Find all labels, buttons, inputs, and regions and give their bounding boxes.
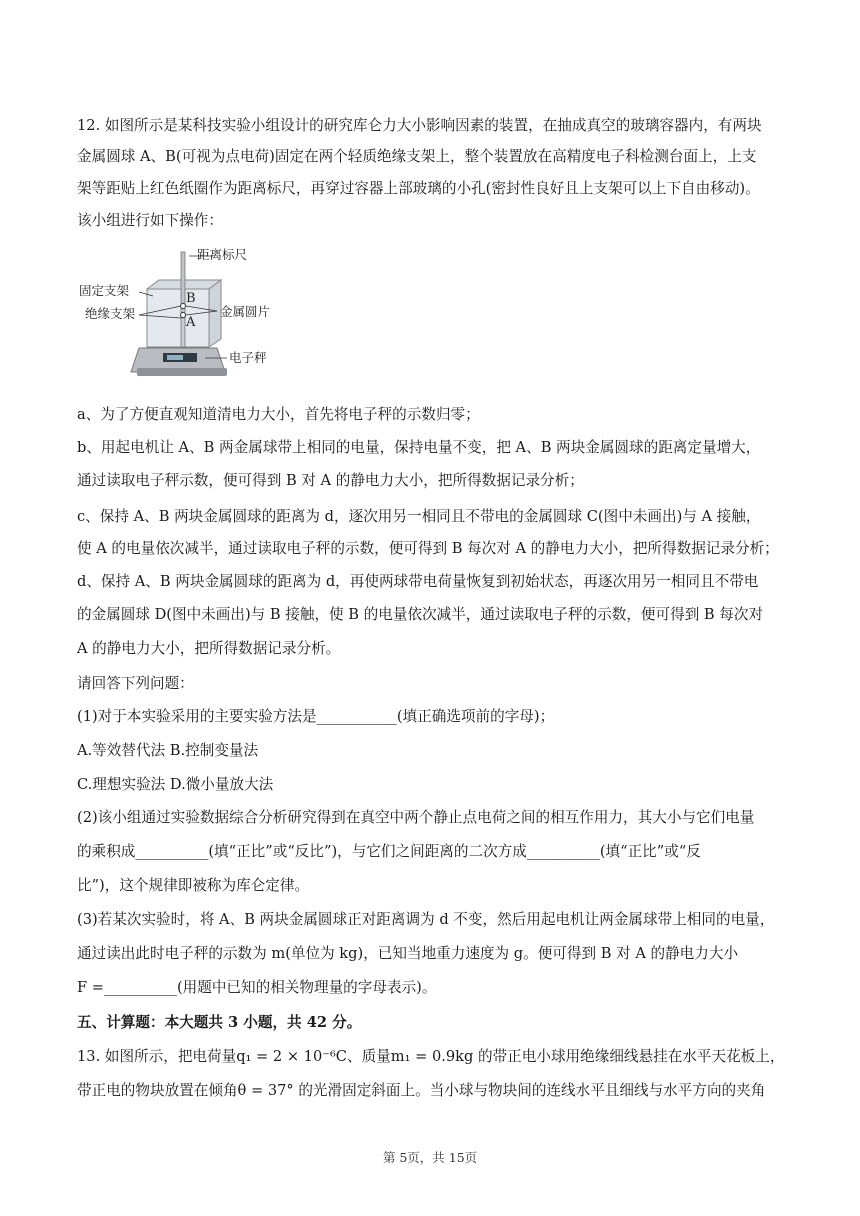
step-d-line-3: A 的静电力大小，把所得数据记录分析。	[77, 640, 341, 657]
q12-line-3: 架等距贴上红色纸圈作为距离标尺，再穿过容器上部玻璃的小孔(密封性良好且上支架可以上下自由移动)。	[77, 180, 760, 197]
section-heading: 五、计算题：本大题共 3 小题，共 42 分。	[77, 1014, 362, 1031]
sub-question-2-line-2: 的乘积成__________(填“正比”或“反比”)，与它们之间距离的二次方成__________(填“正比”或“反	[77, 843, 701, 860]
step-d-line-2: 的金属圆球 D(图中未画出)与 B 接触，使 B 的电量依次减半，通过读取电子秤的示数，便可得到 B 每次对	[77, 606, 764, 623]
sub-question-3-line-3: F =__________(用题中已知的相关物理量的字母表示)。	[77, 979, 437, 996]
sub-question-1: (1)对于本实验采用的主要实验方法是___________(填正确选项前的字母)；	[77, 708, 555, 725]
sub-question-2-line-1: (2)该小组通过实验数据综合分析研究得到在真空中两个静止点电荷之间的相互作用力，其大小与它们电量	[77, 809, 755, 826]
sub-question-3-line-2: 通过读出此时电子秤的示数为 m(单位为 kg)，已知当地重力速度为 g。便可得到 B 对 A 的静电力大小	[77, 945, 739, 962]
ruler-label: 距离标尺	[197, 247, 248, 262]
step-b-line-2: 通过读取电子秤示数，便可得到 B 对 A 的静电力大小，把所得数据记录分析；	[77, 472, 584, 489]
q13-line-2: 带正电的物块放置在倾角θ = 37° 的光滑固定斜面上。当小球与物块间的连线水平且细线与水平方向的夹角	[77, 1082, 766, 1099]
step-a: a、为了方便直观知道清电力大小，首先将电子秤的示数归零；	[77, 406, 480, 423]
options-c-d: C.理想实验法 D.微小量放大法	[77, 776, 274, 793]
step-b-line-1: b、用起电机让 A、B 两金属球带上相同的电量，保持电量不变，把 A、B 两块金属圆球的距离定量增大，	[77, 439, 761, 456]
step-c-line-1: c、保持 A、B 两块金属圆球的距离为 d，逐次用另一相同且不带电的金属圆球 C(图中未画出)与 A 接触，	[77, 508, 761, 525]
sphere-b-label: B	[186, 291, 196, 306]
fixed-support-label: 固定支架	[79, 283, 130, 298]
sub-question-3-line-1: (3)若某次实验时，将 A、B 两块金属圆球正对距离调为 d 不变，然后用起电机让两金属球带上相同的电量，	[77, 911, 775, 928]
q12-line-2: 金属圆球 A、B(可视为点电荷)固定在两个轻质绝缘支架上，整个装置放在高精度电子科检测台面上，上支	[77, 148, 757, 165]
insulated-support-label: 绝缘支架	[85, 306, 136, 321]
q13-line-1: 13. 如图所示，把电荷量q₁ = 2 × 10⁻⁶C、质量m₁ = 0.9kg 的带正电小球用绝缘细线悬挂在水平天花板上，	[77, 1048, 785, 1065]
q12-line-4: 该小组进行如下操作：	[77, 212, 223, 229]
page-footer: 第 5页，共 15页	[382, 1150, 478, 1165]
metal-disc-label: 金属圆片	[220, 304, 271, 319]
answer-prompt: 请回答下列问题：	[77, 675, 194, 692]
apparatus-figure	[77, 244, 287, 384]
q12-line-1: 12. 如图所示是某科技实验小组设计的研究库仑力大小影响因素的装置，在抽成真空的玻璃容器内，有两块	[77, 117, 762, 134]
scale-label: 电子秤	[229, 350, 267, 365]
step-c-line-2: 使 A 的电量依次减半，通过读取电子秤的示数，便可得到 B 每次对 A 的静电力大小，把所得数据记录分析；	[77, 540, 779, 557]
step-d-line-1: d、保持 A、B 两块金属圆球的距离为 d，再使两球带电荷量恢复到初始状态，再逐次用另一相同且不带电	[77, 573, 759, 590]
options-a-b: A.等效替代法 B.控制变量法	[77, 742, 259, 759]
sub-question-2-line-3: 比”)，这个规律即被称为库仑定律。	[77, 877, 310, 894]
sphere-a-label: A	[186, 315, 196, 330]
